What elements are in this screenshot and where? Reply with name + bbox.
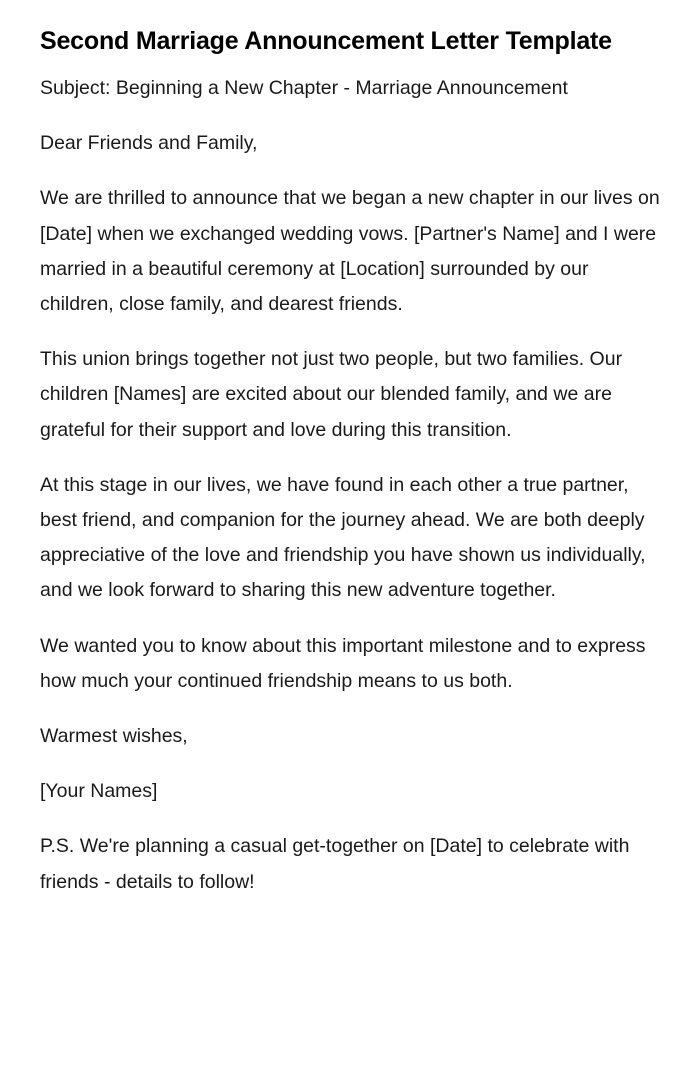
postscript: P.S. We're planning a casual get-together on [Date] to celebrate with friends - details to follow! [40,835,630,893]
body-paragraph-3: At this stage in our lives, we have found in each other a true partner, best friend, and companion for the journey ahead. We are both deeply appreciative of the love and friendship you have shown us individually, and we look forward to sharing this new adventure together. [40,473,646,602]
closing: Warmest wishes, [40,725,188,748]
subject-line: Subject: Beginning a New Chapter - Marriage Announcement [40,77,568,99]
page-title: Second Marriage Announcement Letter Template [40,27,612,55]
signature: [Your Names] [40,780,158,803]
body-paragraph-1: We are thrilled to announce that we began a new chapter in our lives on [Date] when we exchanged wedding vows. [Partner's Name] and I were married in a beautiful ceremony at [Location] surrounded by our children, close family, and dearest friends. [40,187,660,316]
body-paragraph-2: This union brings together not just two people, but two families. Our children [Names] are excited about our blended family, and we are grateful for their support and love during this transition. [40,348,623,441]
body-paragraph-4: We wanted you to know about this important milestone and to express how much your continued friendship means to us both. [40,634,646,692]
salutation: Dear Friends and Family, [40,132,258,155]
